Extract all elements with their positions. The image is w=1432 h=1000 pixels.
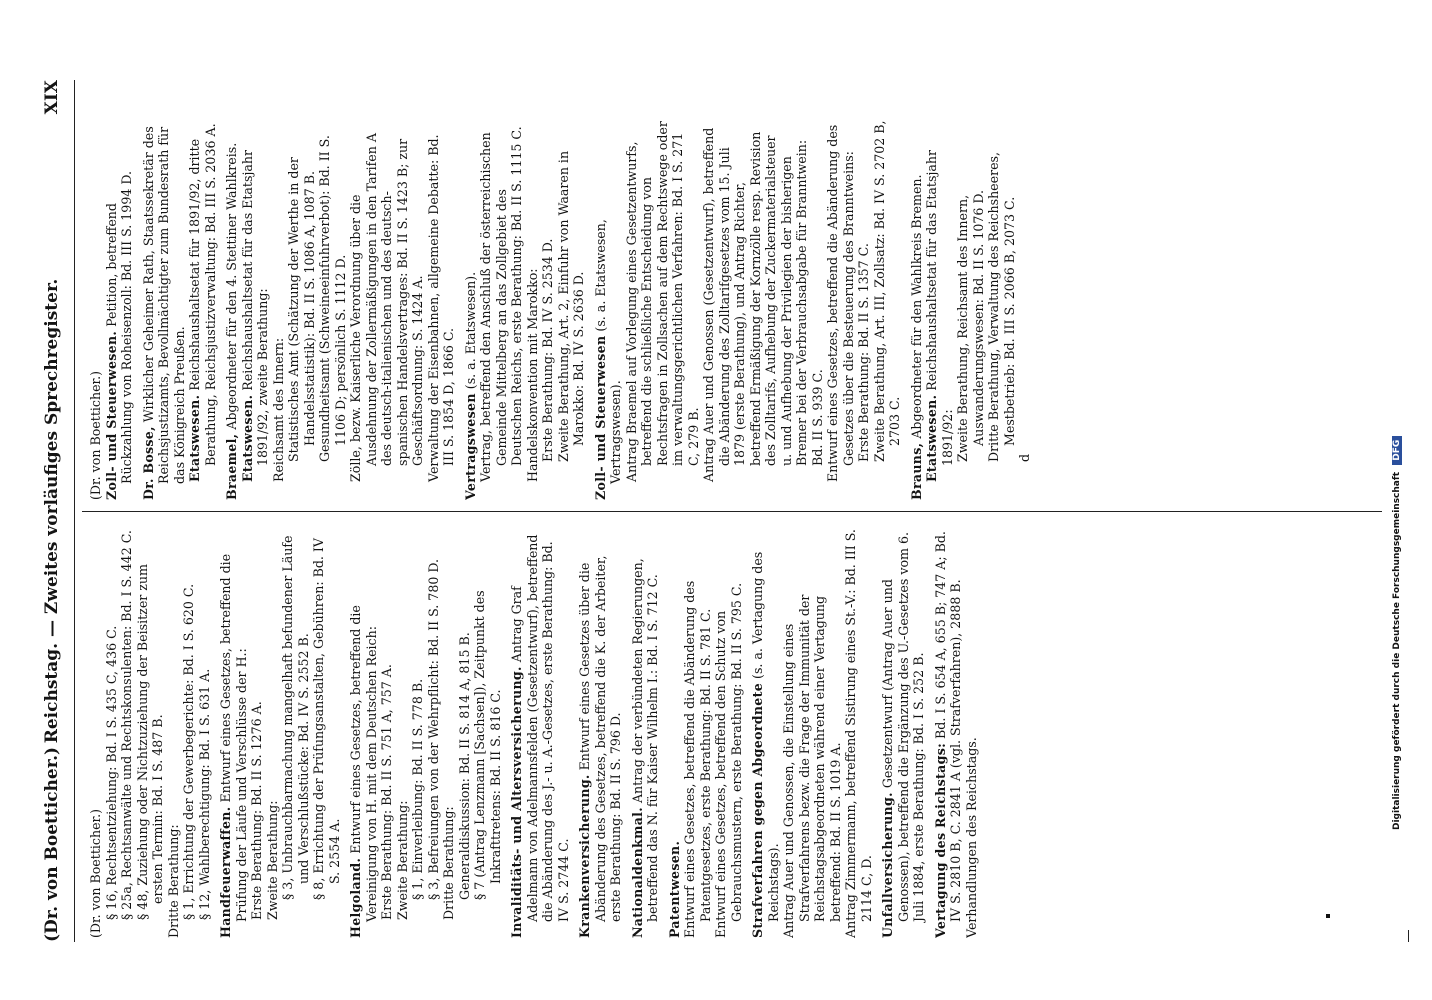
- entry-text: Antrag Braemel auf Vorlegung eines Gesetzentwurfs, betreffend die schließliche Entscheidung von Rechtsfragen in Zollsachen auf dem Rechtswege oder im verwaltungsgerichtlichen Verfahren: Bd. I S. 271 C, 279 B.: [623, 121, 701, 482]
- entry-text: Antrag der verbündeten Regierungen, betreffend das N. für Kaiser Wilhelm I.: Bd. I S. 712 C.: [629, 558, 660, 922]
- dfg-logo: DFG: [1392, 436, 1402, 465]
- entry-text: (s. a. Etatswesen, Vertragswesen).: [592, 219, 623, 484]
- entry-text: § 7 (Antrag Lenzmann [Sachsen]), Zeitpunkt des Inkrafttretens: Bd. II S. 816 C.: [472, 590, 503, 900]
- register-entry: [224, 120, 240, 500]
- entry-text: § 8, Errichtung der Prüfungsanstalten, Gebühren: Bd. IV S. 2554 A.: [311, 538, 342, 900]
- register-entry: [880, 524, 927, 938]
- register-entry: [713, 524, 744, 938]
- entry-text: Petition, betreffend Rückzahlung von Roheisenzoll: Bd. III S. 1994 D.: [103, 171, 134, 484]
- register-entry: [856, 120, 872, 500]
- register-entry: [457, 524, 473, 938]
- register-entry: [933, 524, 964, 938]
- entry-text: Antrag Auer und Genossen (Gesetzentwurf), betreffend die Abänderung des Zolltarifgesetzes vom 15. Juli 1879 (erste Berathung), und Antrag Richter, betreffend Ermäßigung der Kornzölle resp. Revision des Zolltarifs, Aufhebung der Zuckermaterialsteuer u. und Aufhebung der Privilegien der bisherigen Bremer bei der Verbrauchsabgabe für Branntwein: Bd. II S. 939 C.: [701, 127, 825, 482]
- register-entry: [197, 524, 213, 938]
- register-entry: [218, 524, 249, 938]
- register-entry: [348, 524, 379, 938]
- register-entry: [667, 524, 683, 938]
- entry-text: Antrag Zimmermann, betreffend Sistirung eines St.-V.: Bd. III S. 2114 C, D.: [843, 529, 874, 938]
- entry-text: § 3, Unbrauchbarmachung mangelhaft befundener Läufe und Verschlußstücke: Bd. IV S. 2552 B.: [280, 535, 311, 900]
- entry-keyword: Patentwesen.: [666, 840, 682, 938]
- entry-text: Erste Berathung: Bd. II S. 751 A, 757 A.: [379, 664, 394, 920]
- register-entry: [1017, 120, 1033, 500]
- register-entry: [964, 524, 980, 938]
- entry-text: § 1, Einverleibung: Bd. II S. 778 B.: [410, 678, 425, 900]
- entry-text: Dritte Berathung:: [165, 824, 181, 938]
- entry-keyword: Vertagung des Reichstags:: [932, 742, 948, 938]
- entry-keyword: Krankenversicherung.: [577, 774, 592, 938]
- register-entry: [249, 524, 265, 938]
- entry-text: Generaldiskussion: Bd. II S. 814 A, 815 B.: [456, 632, 472, 900]
- register-entry: [240, 120, 271, 500]
- entry-text: Zweite Berathung:: [394, 800, 410, 920]
- entry-keyword: Braemel,: [224, 433, 239, 500]
- entry-keyword: Helgoland.: [348, 857, 363, 938]
- register-entry: [395, 524, 411, 938]
- register-entry: [265, 524, 281, 938]
- register-entry: [104, 524, 120, 938]
- entry-keyword: Unfallversicherung.: [880, 792, 895, 938]
- register-entry: [104, 120, 135, 500]
- entry-text: Verhandlungen des Reichstags.: [963, 737, 979, 938]
- entry-text: Zweite Berathung, Reichsamt des Innern, Auswanderungswesen: Bd. II S. 1076 D.: [955, 189, 986, 462]
- print-mark: [1326, 914, 1330, 918]
- register-entry: [280, 524, 311, 938]
- entry-text: Statistisches Amt (Schätzung der Werthe in der Handelsstatistik): Bd. II S. 1086 A, 1087 B.: [286, 157, 317, 462]
- column-divider: [82, 511, 1382, 512]
- entry-text: § 3, Befreiungen von der Wehrpflicht: Bd. II S. 780 D.: [425, 558, 441, 900]
- page-number: XIX: [42, 80, 62, 115]
- entry-text: Bd. I S. 654 A, 655 B; 747 A; Bd. IV S. 2810 B, C. 2841 A (vgl. Strafverfahren), 2888 B.: [932, 531, 963, 922]
- register-entry: [441, 524, 457, 938]
- entry-text: (s. a. Etatswesen).: [462, 271, 478, 394]
- entry-text: § 1, Errichtung der Gewerbegerichte: Bd. I S. 620 C.: [181, 583, 196, 920]
- register-entry: [119, 524, 135, 938]
- entry-text: (s. a. Vertagung des Reichstags).: [750, 551, 781, 922]
- register-entry: [593, 120, 624, 500]
- entry-text: Entwurf eines Gesetzes, betreffend den Schutz von Gebrauchsmustern, erste Berathung: Bd. II S. 795 C.: [713, 582, 744, 938]
- entry-text: Reichshaushaltsetat für 1891/92, dritte Berathung, Reichsjustizverwaltung: Bd. III S. 2036 A.: [187, 123, 218, 466]
- entry-keyword: Vertragswesen: [462, 393, 478, 500]
- register-entry: [750, 524, 781, 938]
- register-entry: [924, 120, 955, 500]
- entry-text: Entwurf eines Gesetzes über die Abänderung des Gesetzes, betreffend die K. der Arbeiter, erste Berathung: Bd. II S. 796 D.: [577, 555, 623, 922]
- register-entry: [478, 120, 525, 500]
- entry-keyword: Dr. Bosse,: [140, 426, 156, 500]
- register-entry: [909, 120, 925, 500]
- entry-keyword: Handfeuerwaffen.: [218, 806, 233, 938]
- entry-text: Zweite Berathung:: [264, 800, 280, 920]
- entry-text: Wirklicher Geheimer Rath, Staatssekretär des Reichsjustizamts, Bevollmächtigter zum Bundesrath für das Königreich Preußen.: [140, 126, 187, 484]
- entry-text: Antrag Graf Adelmann von Adelmannsfelden (Gesetzentwurf), betreffend die Abänderung des J.- u. A.-Gesetzes, erste Berathung: Bd. IV S. 2744 C.: [509, 534, 571, 922]
- register-entry: [181, 524, 197, 938]
- entry-text: § 48, Zuziehung oder Nichtzuziehung der Beisitzer zum ersten Termin: Bd. I S. 487 B.: [134, 564, 165, 920]
- register-entry: [955, 120, 986, 500]
- register-entry: [509, 524, 571, 938]
- entry-text: Antrag Auer und Genossen, die Einstellung eines Strafverfahrens bezw. die Frage der Immunität der Reichstagsabgeordneten während einer Vertagung betreffend: Bd. II S. 1019 A.: [781, 594, 843, 938]
- entry-keyword: Invaliditäts- und Altersversicherung.: [509, 666, 524, 938]
- entry-keyword: Brauns,: [908, 442, 924, 500]
- entry-text: Erste Berathung: Bd. II S. 1276 A.: [249, 701, 264, 920]
- entry-text: Dritte Berathung:: [441, 806, 456, 920]
- entry-keyword: Etatswesen.: [924, 394, 939, 482]
- entry-text: Entwurf eines Gesetzes, betreffend die Abänderung des Patentgesetzes, erste Berathung: Bd. II S. 781 C.: [682, 580, 713, 938]
- register-entry: [525, 120, 541, 500]
- credit-text: Digitalisierung gefördert durch die Deutsche Forschungsgemeinschaft: [1392, 471, 1402, 830]
- entry-text: Entwurf eines Gesetzes, betreffend die Vereinigung von H. mit dem Deutschen Reich:: [348, 605, 379, 922]
- register-entry: [141, 120, 188, 500]
- register-entry: [781, 524, 843, 938]
- register-entry: [271, 120, 287, 500]
- page-header: [42, 80, 76, 942]
- entry-keyword: Strafverfahren gegen Abgeordnete: [750, 682, 765, 938]
- entry-text: Reichshaushaltsetat für das Etatsjahr 1891/92:: [924, 150, 955, 466]
- entry-text: Erste Berathung: Bd. II S. 1357 C.: [856, 243, 871, 462]
- register-entry: [135, 524, 166, 938]
- entry-text: Handelskonvention mit Marokko:: [524, 268, 540, 482]
- register-entry: [986, 120, 1017, 500]
- entry-text: Verwaltung der Eisenbahnen, allgemeine Debatte: Bd. III S. 1854 D, 1866 C.: [425, 134, 456, 482]
- left-column: [88, 524, 1408, 938]
- entry-keyword: Nationaldenkmal.: [629, 807, 645, 938]
- register-entry: [348, 120, 426, 500]
- entry-text: Gesetzentwurf (Antrag Auer und Genossen), betreffend die Ergänzung des U.-Gesetzes vom 6. Juli 1884, erste Berathung: Bd. I S. 252 B.: [880, 532, 926, 922]
- running-title: Reichstag. — Zweites vorläufiges Sprechregister.: [42, 278, 62, 744]
- entry-text: (Dr. von Boetticher.): [88, 808, 103, 938]
- register-entry: [88, 120, 104, 500]
- register-entry: [577, 524, 624, 938]
- register-entry: [379, 524, 395, 938]
- entry-text: Abgeordneter für den 4. Stettiner Wahlkreis.: [224, 142, 239, 434]
- register-entry: [311, 524, 342, 938]
- entry-text: Abgeordneter für den Wahlkreis Bremen.: [908, 174, 924, 443]
- register-entry: [166, 524, 182, 938]
- register-entry: [630, 524, 661, 938]
- entry-text: Zweite Berathung, Art. 2, Einfuhr von Waaren in Marokko: Bd. IV S. 2636 D.: [555, 150, 586, 462]
- entry-keyword: Zoll- und Steuerwesen.: [103, 330, 119, 500]
- register-entry: [843, 524, 874, 938]
- entry-keyword: Zoll- und Steuerwesen: [592, 335, 608, 500]
- register-entry: [825, 120, 856, 500]
- register-entry: [426, 524, 442, 938]
- column-heading-right-continuation: (Dr. von Boetticher.): [42, 746, 62, 942]
- register-entry: [187, 120, 218, 500]
- entry-text: § 25a, Rechtsanwälte und Rechtskonsulenten: Bd. I S. 442 C.: [119, 530, 134, 920]
- right-column: [88, 120, 1408, 500]
- register-entry: [472, 524, 503, 938]
- entry-text: Dritte Berathung, Verwaltung des Reichsheeres, Mestbetrieb: Bd. III S. 2066 B, 2073 C.: [986, 151, 1017, 462]
- register-entry: [682, 524, 713, 938]
- header-rule: [74, 80, 75, 942]
- digitization-credit: [1392, 436, 1402, 830]
- register-entry: [463, 120, 479, 500]
- register-entry: [410, 524, 426, 938]
- register-entry: [872, 120, 903, 500]
- entry-text: Zweite Berathung, Art. III, Zollsatz: Bd. IV S. 2702 B, 2703 C.: [871, 120, 902, 462]
- entry-text: Erste Berathung: Bd. IV S. 2534 D.: [540, 238, 555, 462]
- register-entry: [701, 120, 825, 500]
- entry-text: Entwurf eines Gesetzes, betreffend die Prüfung der Läufe und Verschlüsse der H.:: [218, 553, 249, 922]
- entry-text: Zölle, bezw. Kaiserliche Verordnung über die Ausdehnung der Zollermäßigungen in den Tarifen A des deutsch-italienischen und des deutsch-spanischen Handelsvertrages: Bd. II S. 1423 B; zur Geschäftsordnung: S. 1424 A.: [348, 133, 425, 482]
- entry-keyword: Etatswesen.: [239, 394, 255, 482]
- entry-text: Vertrag, betreffend den Anschluß der österreichischen Gemeinde Mittelberg an das Zollgebiet des Deutschen Reichs, erste Berathung: Bd. II S. 1115 C.: [478, 126, 524, 482]
- entry-text: (Dr. von Boetticher.): [88, 370, 103, 500]
- entry-text: Gesundheitsamt (Schweineeinfuhrverbot): Bd. II S. 1106 D; persönlich S. 1112 D.: [317, 135, 348, 462]
- entry-text: § 12, Wahlberechtigung: Bd. I S. 631 A.: [196, 668, 212, 920]
- footer-rule: [1408, 930, 1409, 942]
- entry-text: Reichshaushaltsetat für das Etatsjahr 1891/92, zweite Berathung:: [239, 150, 270, 466]
- register-entry: [624, 120, 702, 500]
- entry-keyword: Etatswesen.: [187, 394, 202, 482]
- register-entry: [426, 120, 457, 500]
- register-entry: [556, 120, 587, 500]
- register-entry: [317, 120, 348, 500]
- entry-text: § 16, Rechtsentziehung: Bd. I S. 435 C, 436 C.: [103, 625, 119, 920]
- entry-text: Reichsamt des Innern:: [270, 337, 286, 482]
- register-entry: [286, 120, 317, 500]
- entry-text: Entwurf eines Gesetzes, betreffend die Abänderung des Gesetzes über die Besteuerung des Branntweins:: [825, 124, 856, 482]
- register-entry: [540, 120, 556, 500]
- entry-text: d: [1017, 453, 1032, 462]
- register-entry: [88, 524, 104, 938]
